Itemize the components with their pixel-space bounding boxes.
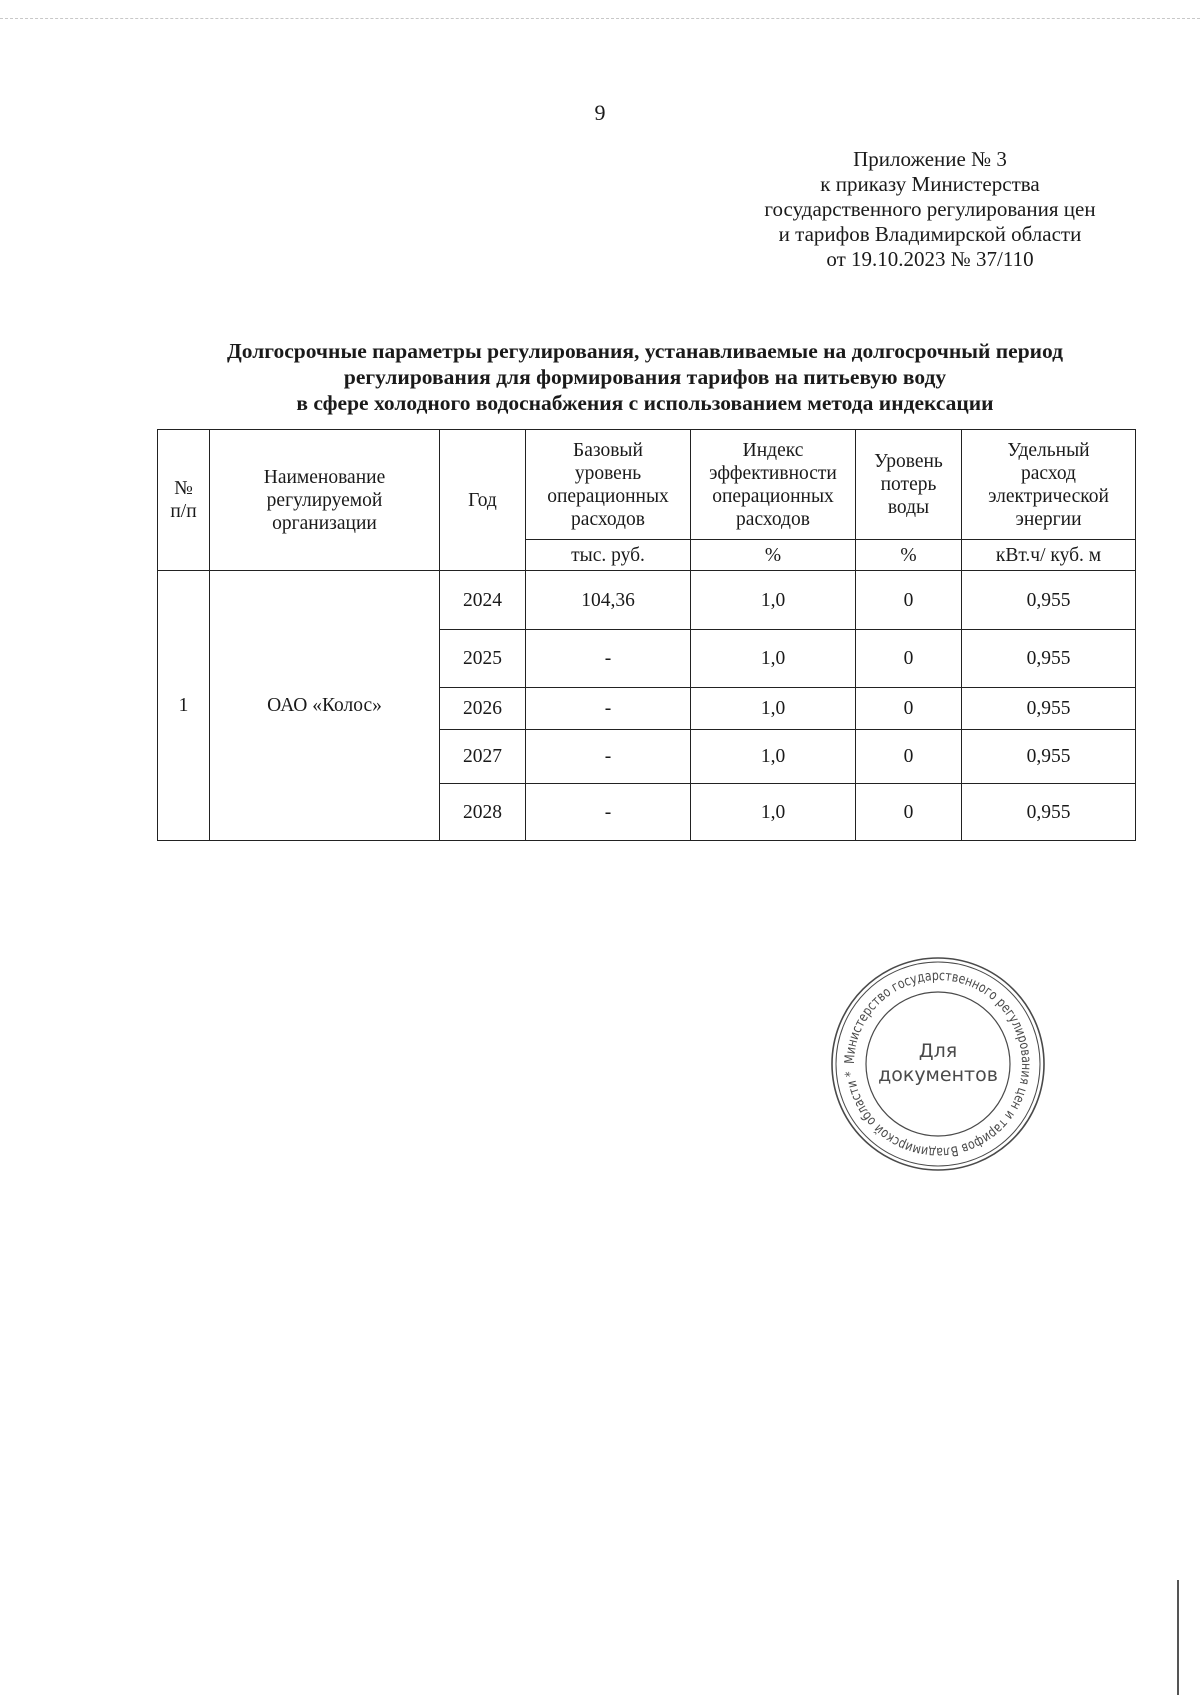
unit-base: тыс. руб. [526,540,691,571]
appendix-line: к приказу Министерства [820,172,1040,196]
header-org-name: Наименование регулируемой организации [210,430,440,571]
cell-el: 0,955 [962,630,1136,688]
unit-loss: % [856,540,962,571]
appendix-line: от 19.10.2023 № 37/110 [826,247,1034,271]
cell-idx: 1,0 [691,730,856,784]
cell-loss: 0 [856,784,962,841]
cell-idx: 1,0 [691,688,856,730]
cell-base: 104,36 [526,571,691,630]
cell-loss: 0 [856,571,962,630]
cell-year: 2027 [440,730,526,784]
header-year: Год [440,430,526,571]
header-num: № п/п [158,430,210,571]
stamp-seal [829,955,1047,1173]
cell-el: 0,955 [962,571,1136,630]
cell-loss: 0 [856,630,962,688]
org-name: ОАО «Колос» [210,571,440,841]
appendix-line: государственного регулирования цен [764,197,1096,221]
header-efficiency-index: Индекс эффективности операционных расходов [691,430,856,540]
header-electricity-rate: Удельный расход электрической энергии [962,430,1136,540]
stamp-ring-textpath: Министерство государственного регулирования цен и тарифов Владимирской области * [841,967,1035,1161]
cell-el: 0,955 [962,784,1136,841]
appendix-line: Приложение № 3 [853,147,1007,171]
cell-year: 2025 [440,630,526,688]
appendix-line: и тарифов Владимирской области [778,222,1082,246]
official-stamp [829,955,1047,1173]
cell-base: - [526,688,691,730]
stamp-center-line: документов [878,1064,998,1086]
title-line: в сфере холодного водоснабжения с использованием метода индексации [296,391,994,415]
cell-idx: 1,0 [691,784,856,841]
cell-el: 0,955 [962,730,1136,784]
cell-year: 2026 [440,688,526,730]
cell-base: - [526,730,691,784]
unit-idx: % [691,540,856,571]
cell-year: 2028 [440,784,526,841]
cell-year: 2024 [440,571,526,630]
cell-base: - [526,630,691,688]
org-number: 1 [158,571,210,841]
cell-idx: 1,0 [691,571,856,630]
unit-el: кВт.ч/ куб. м [962,540,1136,571]
cell-el: 0,955 [962,688,1136,730]
cell-loss: 0 [856,730,962,784]
cell-base: - [526,784,691,841]
cell-loss: 0 [856,688,962,730]
cell-idx: 1,0 [691,630,856,688]
table-row [158,571,1136,630]
scan-top-edge [0,18,1200,20]
header-base-level: Базовый уровень операционных расходов [526,430,691,540]
title-line: регулирования для формирования тарифов на питьевую воду [343,365,947,389]
parameters-table [157,429,1136,841]
table-header-row [158,430,1136,540]
header-water-loss: Уровень потерь воды [856,430,962,540]
scan-binding-line [1177,1580,1179,1695]
title-line: Долгосрочные параметры регулирования, устанавливаемые на долгосрочный период [226,339,1064,363]
stamp-center-line: Для [918,1040,958,1062]
document-title [150,338,1140,416]
appendix-block [700,147,1160,272]
page-number: 9 [594,100,606,125]
